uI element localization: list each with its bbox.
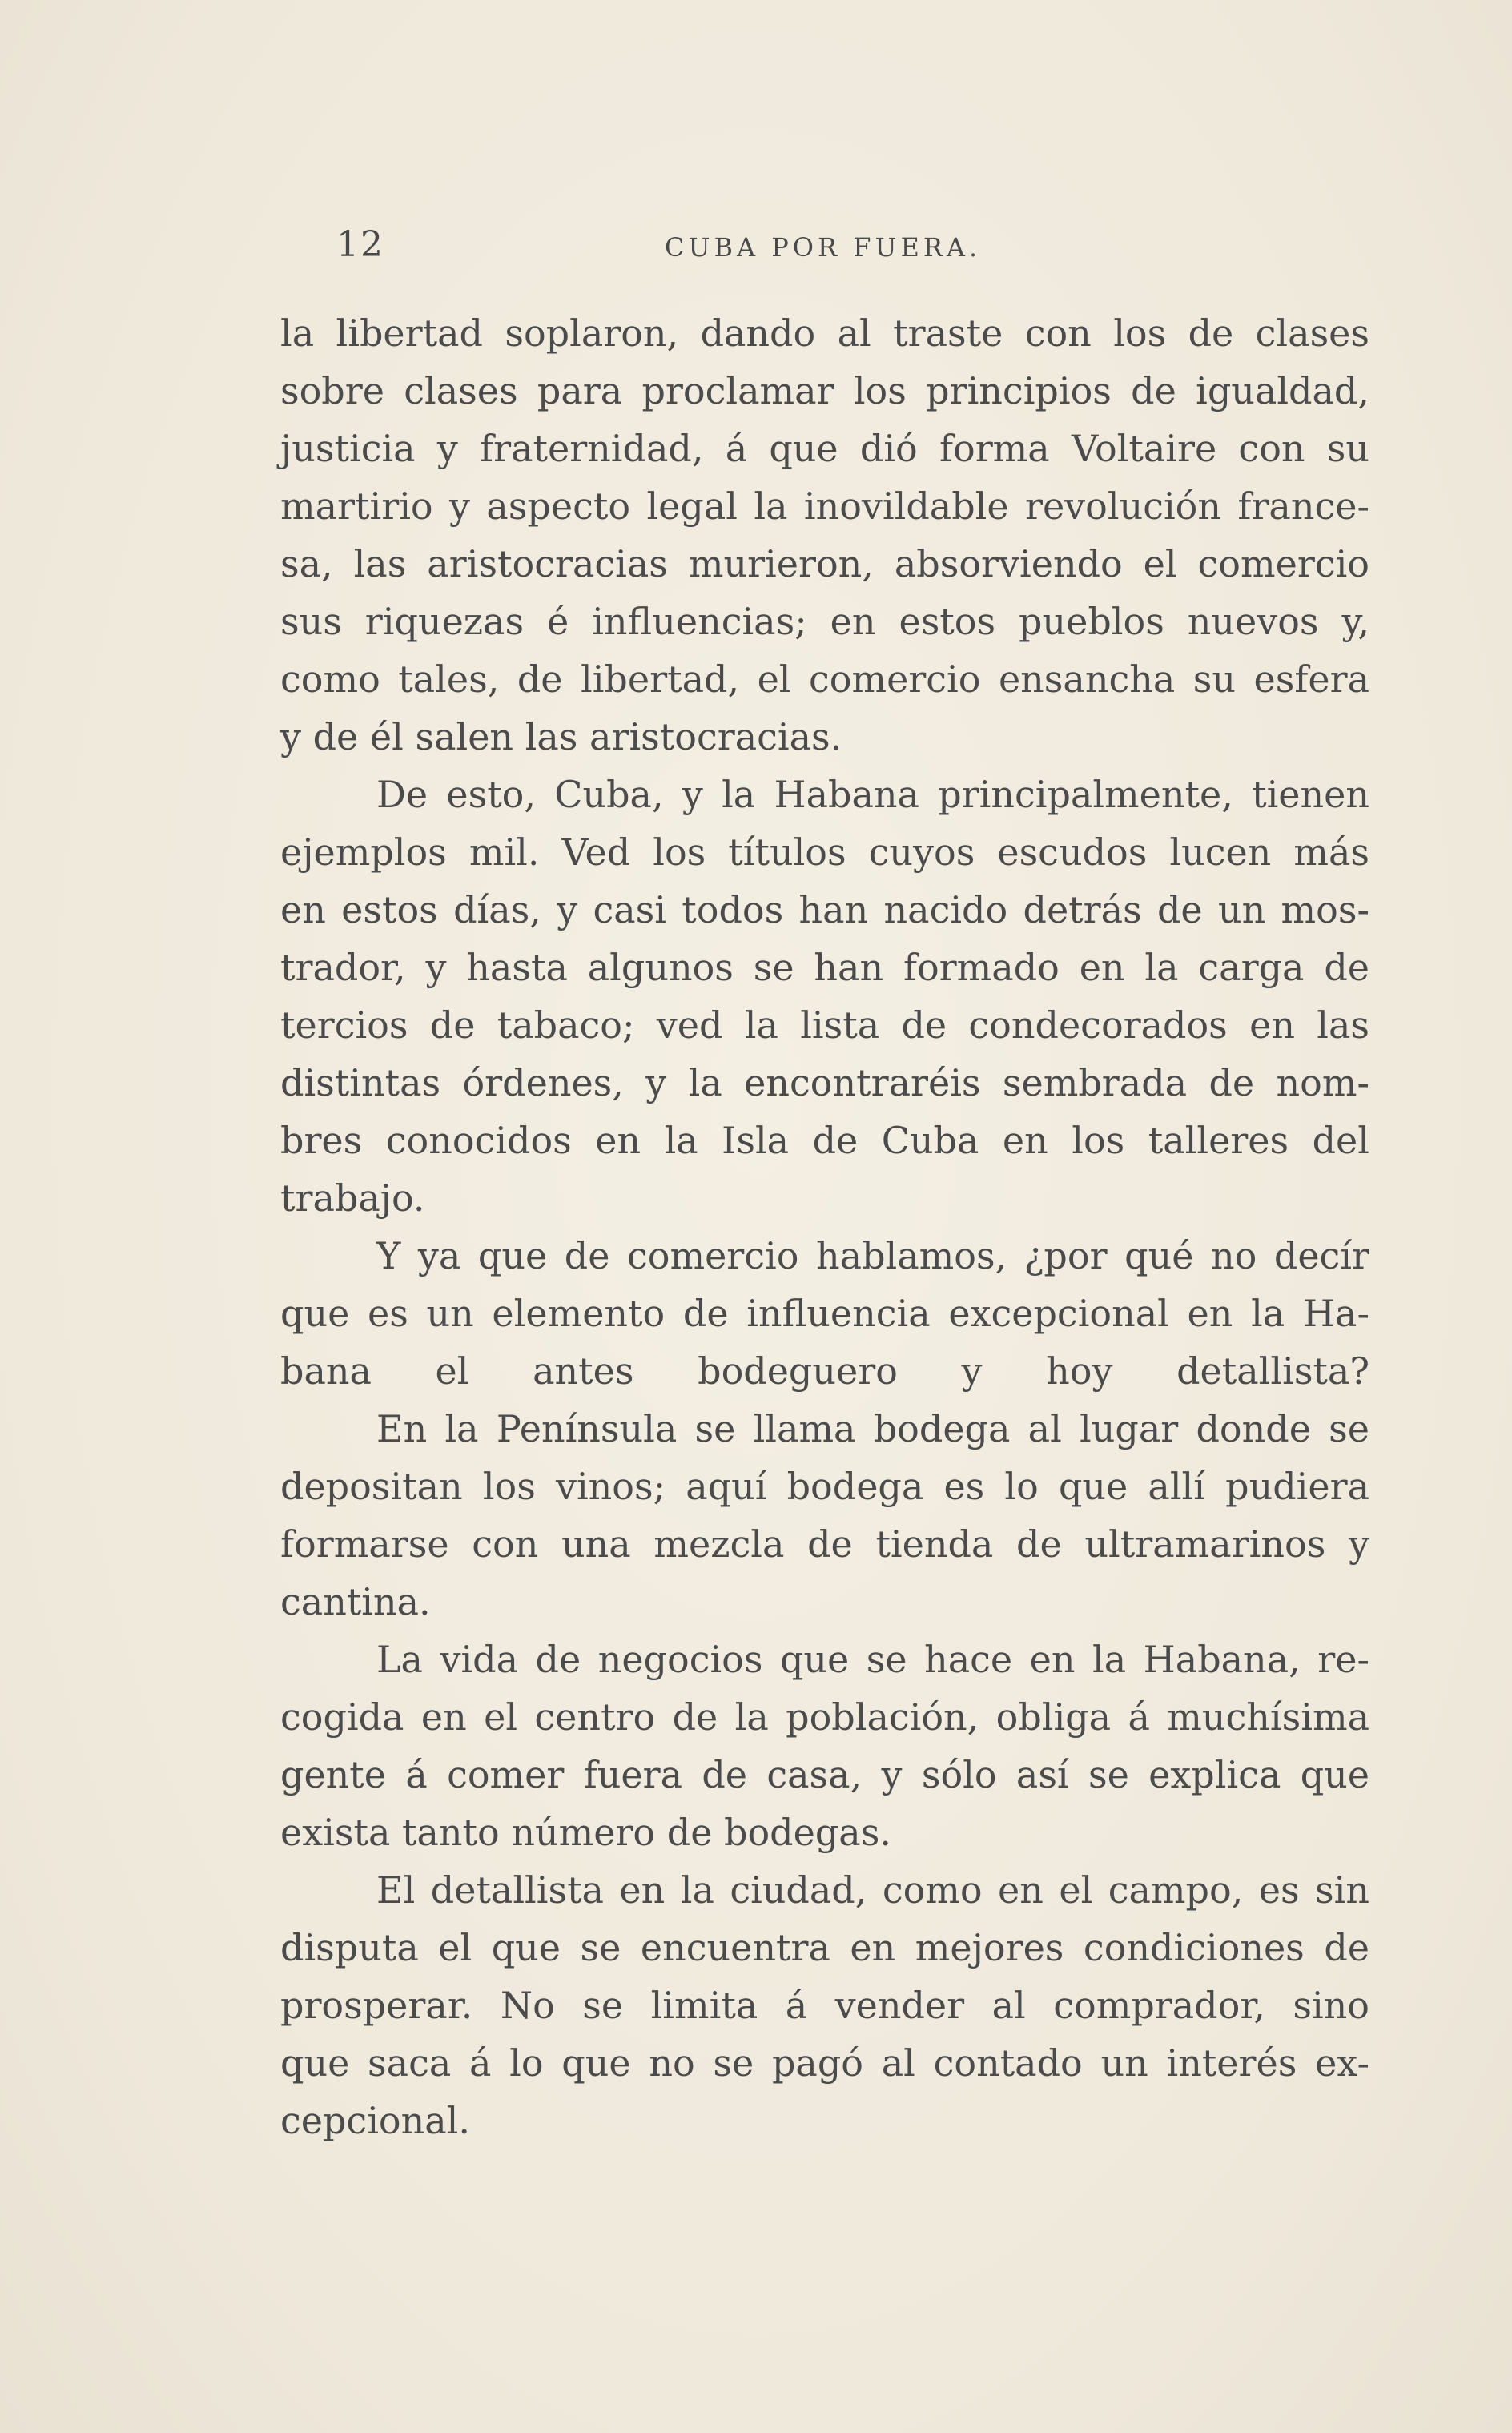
text-line: gente á comer fuera de casa, y sólo así se explica que: [280, 1753, 1369, 1796]
text-line: sobre clases para proclamar los principios de igualdad,: [280, 369, 1369, 412]
text-line: De esto, Cuba, y la Habana principalmente, tienen: [376, 773, 1369, 816]
text-line: justicia y fraternidad, á que dió forma Voltaire con su: [280, 427, 1369, 470]
running-head: CUBA POR FUERA.: [665, 232, 982, 263]
text-line: ejemplos mil. Ved los títulos cuyos escudos lucen más: [280, 830, 1369, 874]
text-line: formarse con una mezcla de tienda de ultramarinos y: [280, 1522, 1369, 1566]
text-line: El detallista en la ciudad, como en el campo, es sin: [376, 1868, 1369, 1912]
text-line: cepcional.: [280, 2099, 470, 2142]
text-line: Y ya que de comercio hablamos, ¿por qué no decír: [376, 1234, 1369, 1277]
text-line: martirio y aspecto legal la inovildable revolución france-: [280, 485, 1369, 528]
text-line: la libertad soplaron, dando al traste con los de clases: [280, 312, 1369, 355]
text-line: cantina.: [280, 1580, 431, 1623]
text-line: distintas órdenes, y la encontraréis sembrada de nom-: [280, 1061, 1369, 1104]
text-line: que es un elemento de influencia excepcional en la Ha-: [280, 1292, 1369, 1335]
text-line: prosperar. No se limita á vender al comprador, sino: [280, 1984, 1369, 2027]
text-line: En la Península se llama bodega al lugar donde se: [376, 1407, 1369, 1450]
text-line: que saca á lo que no se pagó al contado un interés ex-: [280, 2041, 1369, 2085]
text-line: trador, y hasta algunos se han formado en la carga de: [280, 946, 1369, 989]
text-line: tercios de tabaco; ved la lista de condecorados en las: [280, 1003, 1369, 1047]
text-line: bres conocidos en la Isla de Cuba en los talleres del: [280, 1119, 1369, 1162]
text-line: sa, las aristocracias murieron, absorviendo el comercio: [280, 542, 1369, 585]
text-line: cogida en el centro de la población, obliga á muchísima: [280, 1695, 1369, 1739]
text-line: como tales, de libertad, el comercio ensancha su esfera: [280, 658, 1369, 701]
text-line: en estos días, y casi todos han nacido detrás de un mos-: [280, 888, 1369, 931]
text-line: trabajo.: [280, 1176, 425, 1220]
text-line: disputa el que se encuentra en mejores condiciones de: [280, 1926, 1369, 1969]
text-line: sus riquezas é influencias; en estos pueblos nuevos y,: [280, 600, 1369, 643]
text-line: bana el antes bodeguero y hoy detallista?: [280, 1349, 1369, 1393]
text-line: exista tanto número de bodegas.: [280, 1811, 891, 1854]
text-line: La vida de negocios que se hace en la Habana, re-: [376, 1638, 1369, 1681]
body-text: [280, 304, 1369, 2149]
page-number: 12: [336, 224, 384, 265]
page-header: [336, 224, 1369, 272]
text-line: y de él salen las aristocracias.: [280, 715, 842, 758]
text-line: depositan los vinos; aquí bodega es lo que allí pudiera: [280, 1465, 1369, 1508]
